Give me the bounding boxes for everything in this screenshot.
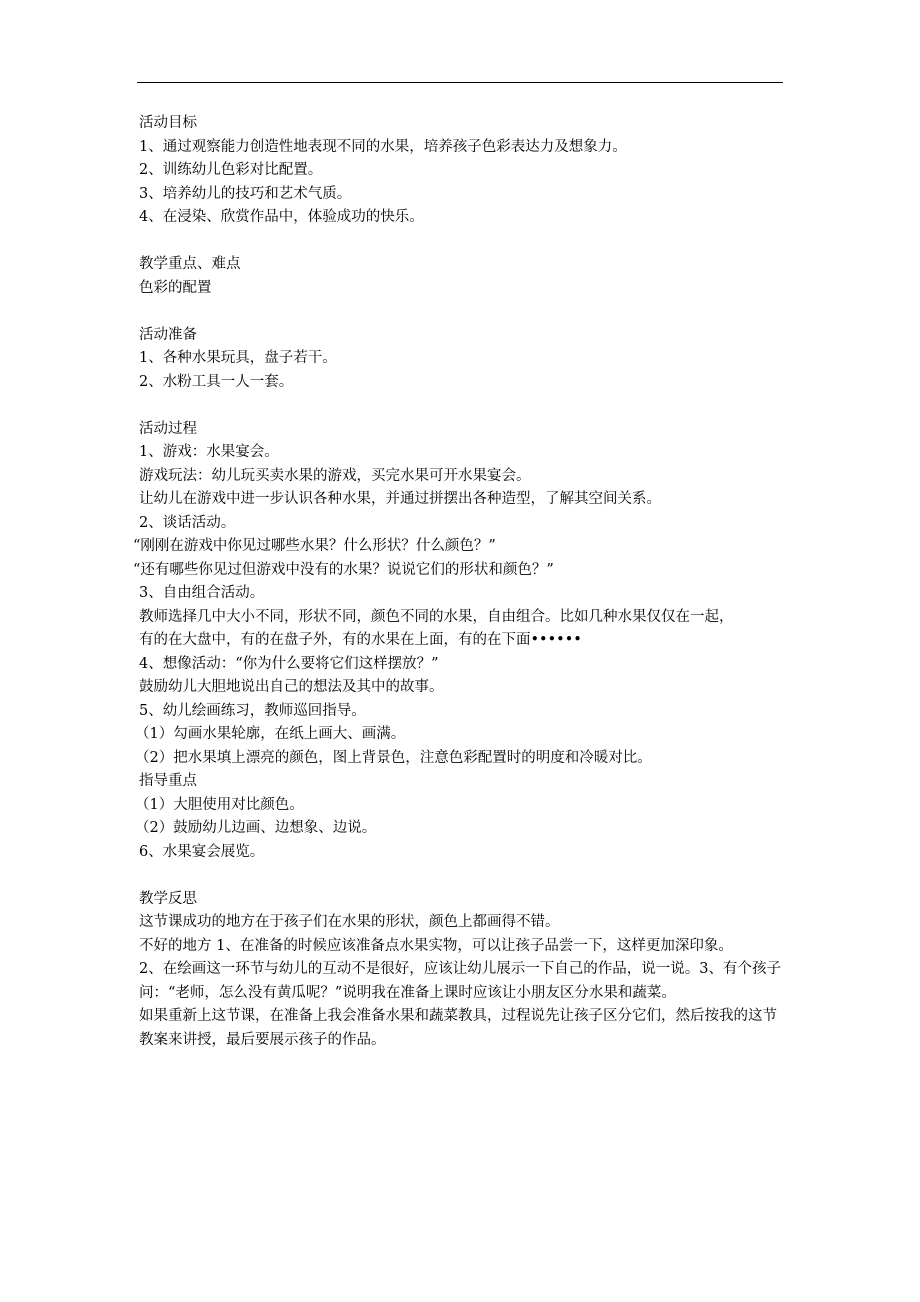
- section-reflection: [139, 888, 789, 1053]
- process-subitem: （1）大胆使用对比颜色。: [135, 796, 304, 813]
- section-key-points: [139, 253, 789, 300]
- key-point-text: 色彩的配置: [139, 279, 212, 296]
- process-line: 4、想像活动：“你为什么要将它们这样摆放？”: [139, 655, 439, 672]
- goal-item: 3、培养幼儿的技巧和艺术气质。: [139, 185, 352, 202]
- section-preparation: [139, 324, 789, 395]
- reflection-paragraph: 2、在绘画这一环节与幼儿的互动不是很好，应该让幼儿展示一下自己的作品，说一说。3、有个孩子问：“老师，怎么没有黄瓜呢？”说明我在准备上课时应该让小朋友区分水果和蔬菜。: [139, 961, 781, 1001]
- section-heading: 教学反思: [139, 890, 197, 907]
- process-line: 有的在大盘中，有的在盘子外，有的水果在上面，有的在下面••••••: [139, 632, 582, 648]
- process-subitem: （2）把水果填上漂亮的颜色，图上背景色，注意色彩配置时的明度和冷暖对比。: [135, 749, 652, 766]
- process-line: 5、幼儿绘画练习，教师巡回指导。: [139, 702, 366, 719]
- preparation-item: 2、水粉工具一人一套。: [139, 373, 294, 390]
- document-body: [133, 112, 789, 1052]
- section-goals: [139, 112, 789, 230]
- goal-item: 2、训练幼儿色彩对比配置。: [139, 162, 323, 178]
- spacer: [139, 300, 789, 324]
- reflection-line: 这节课成功的地方在于孩子们在水果的形状，颜色上都画得不错。: [139, 914, 560, 930]
- spacer: [139, 864, 789, 888]
- section-heading: 活动过程: [139, 420, 197, 437]
- process-subheading: 指导重点: [139, 773, 197, 789]
- process-line: 游戏玩法：幼儿玩买卖水果的游戏，买完水果可开水果宴会。: [139, 467, 531, 484]
- process-line: 1、游戏：水果宴会。: [139, 444, 279, 460]
- preparation-item: 1、各种水果玩具，盘子若干。: [139, 350, 337, 366]
- section-heading: 教学重点、难点: [139, 256, 241, 272]
- top-rule: [137, 82, 783, 83]
- goal-item: 4、在浸染、欣赏作品中，体验成功的快乐。: [139, 209, 424, 225]
- section-heading: 活动准备: [139, 326, 197, 343]
- reflection-paragraph: 如果重新上这节课，在准备上我会准备水果和蔬菜教具，过程说先让孩子区分它们，然后按我的这节教案来讲授，最后要展示孩子的作品。: [139, 1008, 777, 1048]
- goal-item: 1、通过观察能力创造性地表现不同的水果，培养孩子色彩表达力及想象力。: [139, 138, 627, 155]
- process-quote: “还有哪些你见过但游戏中没有的水果？说说它们的形状和颜色？”: [133, 561, 554, 578]
- process-line: 3、自由组合活动。: [139, 585, 265, 601]
- section-process: [133, 418, 789, 865]
- process-line: 6、水果宴会展览。: [139, 843, 265, 860]
- process-line: 让幼儿在游戏中进一步认识各种水果，并通过拼摆出各种造型，了解其空间关系。: [139, 491, 661, 507]
- process-line: 教师选择几中大小不同，形状不同，颜色不同的水果，自由组合。比如几种水果仅仅在一起，: [139, 608, 734, 625]
- process-line: 鼓励幼儿大胆地说出自己的想法及其中的故事。: [139, 679, 444, 695]
- process-subitem: （1）勾画水果轮廓，在纸上画大、画满。: [135, 726, 406, 742]
- reflection-line: 不好的地方 1、在准备的时候应该准备点水果实物，可以让孩子品尝一下，这样更加深印象。: [139, 937, 733, 954]
- section-heading: 活动目标: [139, 115, 197, 131]
- process-quote: “刚刚在游戏中你见过哪些水果？什么形状？什么颜色？”: [133, 538, 496, 554]
- spacer: [139, 230, 789, 254]
- process-line: 2、谈话活动。: [139, 514, 236, 531]
- process-subitem: （2）鼓励幼儿边画、边想象、边说。: [135, 820, 377, 836]
- spacer: [139, 394, 789, 418]
